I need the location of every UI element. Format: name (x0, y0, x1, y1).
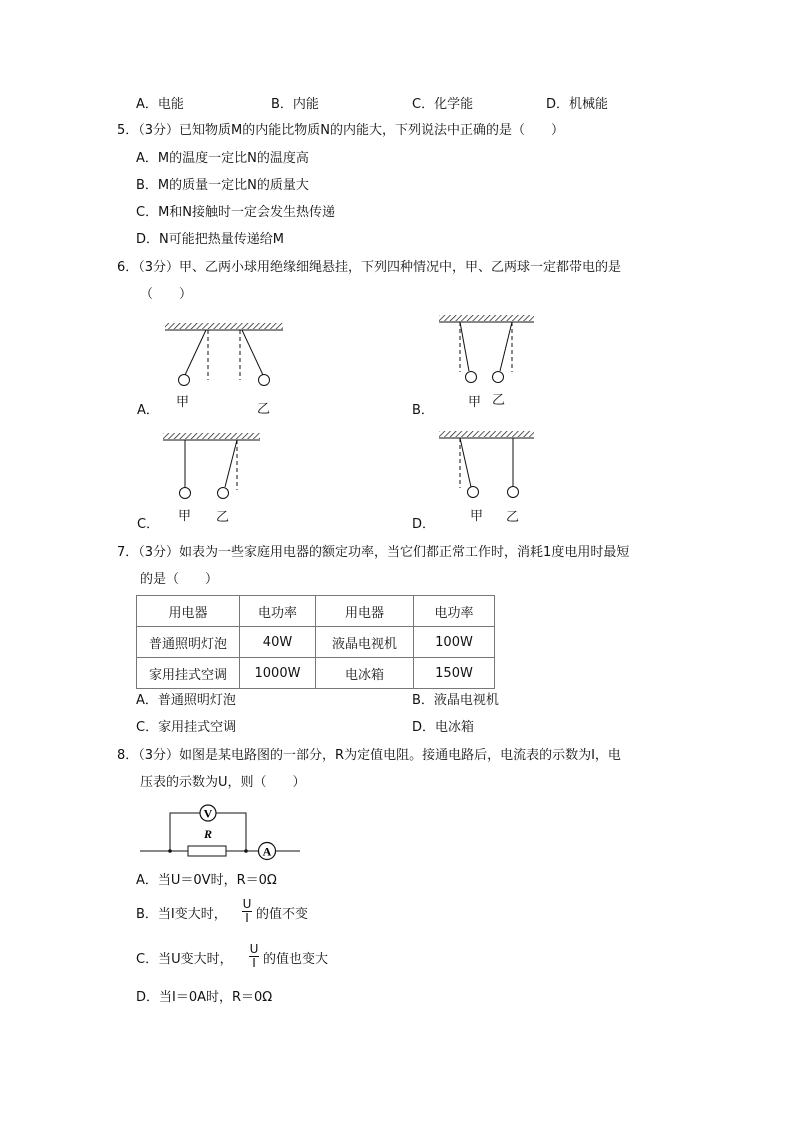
q5-option-c: C．M和N接触时一定会发生热传递 (136, 205, 336, 220)
q6-figure-a-label: A． (137, 403, 159, 418)
table-cell: 电冰箱 (316, 658, 414, 689)
q8-option-c-fraction (249, 943, 259, 970)
fraction-denominator: I (252, 956, 256, 970)
q5-option-a: A．M的温度一定比N的温度高 (136, 151, 309, 166)
q6-figure-c (160, 430, 270, 510)
q8-stem-line2: 压表的示数为U，则（ ） (140, 775, 306, 790)
q6-stem-line2: （ ） (140, 287, 193, 302)
appliance-power-table (136, 595, 495, 689)
table-cell: 家用挂式空调 (137, 658, 240, 689)
q5-stem: 5．（3分）已知物质M的内能比物质N的内能大，下列说法中正确的是（ ） (117, 123, 564, 138)
q4-option-b: B．内能 (271, 97, 319, 112)
q6-a-label-yi: 乙 (257, 402, 271, 417)
q4-option-c: C．化学能 (412, 97, 474, 112)
q8-option-b-fraction (242, 898, 252, 925)
q7-option-a: A．普通照明灯泡 (136, 693, 236, 708)
table-header-cell: 电功率 (414, 596, 495, 627)
q6-a-label-jia: 甲 (176, 395, 190, 410)
q6-d-label-jia: 甲 (470, 509, 484, 524)
q6-b-label-yi: 乙 (492, 393, 506, 408)
resistor-label: R (203, 827, 213, 841)
table-cell: 1000W (240, 658, 316, 689)
q8-circuit-diagram (140, 803, 300, 863)
q6-c-label-yi: 乙 (216, 510, 230, 525)
q7-option-b: B．液晶电视机 (412, 693, 499, 708)
table-cell: 100W (414, 627, 495, 658)
voltmeter-label: V (203, 806, 213, 821)
q6-c-label-jia: 甲 (178, 509, 192, 524)
table-cell: 普通照明灯泡 (137, 627, 240, 658)
q5-option-d: D．N可能把热量传递给M (136, 232, 284, 247)
q8-option-d: D．当I＝0A时，R＝0Ω (136, 990, 273, 1005)
q6-figure-d (436, 428, 546, 508)
table-header-cell: 用电器 (137, 596, 240, 627)
q4-option-d: D．机械能 (546, 97, 609, 112)
q7-stem-line1: 7．（3分）如表为一些家庭用电器的额定功率，当它们都正常工作时，消耗1度电用时最短 (117, 545, 630, 560)
fraction-numerator: U (249, 942, 259, 956)
q7-option-c: C．家用挂式空调 (136, 720, 237, 735)
q7-stem-line2: 的是（ ） (140, 572, 219, 587)
table-cell: 150W (414, 658, 495, 689)
q6-figure-b (436, 312, 546, 392)
q6-figure-a (160, 320, 300, 400)
q6-stem-line1: 6．（3分）甲、乙两小球用绝缘细绳悬挂，下列四种情况中，甲、乙两球一定都带电的是 (117, 260, 622, 275)
table-header-row (137, 596, 495, 627)
q6-figure-d-label: D． (412, 517, 436, 532)
table-row (137, 658, 495, 689)
q8-stem-line1: 8．（3分）如图是某电路图的一部分，R为定值电阻。接通电路后，电流表的示数为I，电 (117, 748, 621, 763)
q5-option-b: B．M的质量一定比N的质量大 (136, 178, 309, 193)
table-header-cell: 电功率 (240, 596, 316, 627)
table-cell: 液晶电视机 (316, 627, 414, 658)
table-header-cell: 用电器 (316, 596, 414, 627)
q8-option-a: A．当U＝0V时，R＝0Ω (136, 873, 277, 888)
q6-figure-c-label: C． (137, 517, 160, 532)
q6-b-label-jia: 甲 (468, 395, 482, 410)
fraction-denominator: I (245, 911, 249, 925)
q6-d-label-yi: 乙 (506, 510, 520, 525)
table-row (137, 627, 495, 658)
q7-option-d: D．电冰箱 (412, 720, 475, 735)
q8-option-b-prefix: B．当I变大时， (136, 907, 227, 922)
ammeter-label: A (262, 844, 272, 859)
q6-figure-b-label: B． (412, 403, 434, 418)
q8-option-c-suffix: 的值也变大 (263, 952, 329, 967)
q8-option-b-suffix: 的值不变 (256, 907, 309, 922)
q4-option-a: A．电能 (136, 97, 184, 112)
q8-option-c-prefix: C．当U变大时， (136, 952, 233, 967)
fraction-numerator: U (242, 897, 252, 911)
table-cell: 40W (240, 627, 316, 658)
